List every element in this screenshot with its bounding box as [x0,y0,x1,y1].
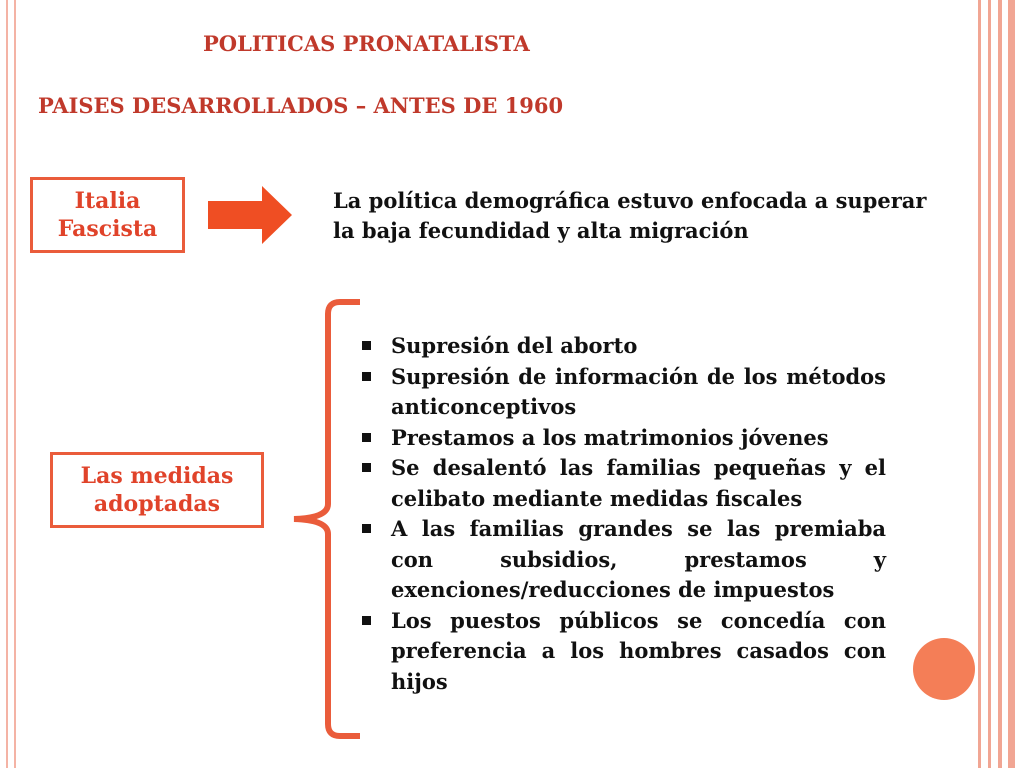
square-bullet-icon [362,372,371,381]
left-frame-border [6,0,16,768]
square-bullet-icon [362,524,371,533]
box-italia-line1: Italia [74,188,141,214]
box-medidas-line2: adoptadas [93,491,221,517]
slide-subtitle: PAISES DESARROLLADOS – ANTES DE 1960 [38,93,564,118]
slide-title: POLITICAS PRONATALISTA [203,31,530,56]
policy-statement: La política demográfica estuvo enfocada a superar la baja fecundidad y alta migración [333,188,927,243]
list-item: Se desalentó las familias pequeñas y el celibato mediante medidas fiscales [360,453,886,514]
list-item: Prestamos a los matrimonios jóvenes [360,423,886,454]
box-italia-line2: Fascista [57,216,158,242]
list-item: Supresión de información de los métodos anticonceptivos [360,362,886,423]
left-brace-icon [290,298,366,740]
right-frame-border [978,0,1024,768]
list-item: A las familias grandes se las premiaba con subsidios, prestamos y exenciones/reducciones de impuestos [360,514,886,606]
square-bullet-icon [362,463,371,472]
list-item: Supresión del aborto [360,331,886,362]
right-arrow-icon [206,184,294,246]
square-bullet-icon [362,433,371,442]
box-italia-fascista [30,177,185,253]
square-bullet-icon [362,341,371,350]
square-bullet-icon [362,616,371,625]
decorative-circle [913,638,975,700]
box-medidas-adoptadas [50,452,264,528]
measures-list [360,331,886,697]
box-medidas-line1: Las medidas [80,463,234,489]
list-item: Los puestos públicos se concedía con preferencia a los hombres casados con hijos [360,606,886,698]
